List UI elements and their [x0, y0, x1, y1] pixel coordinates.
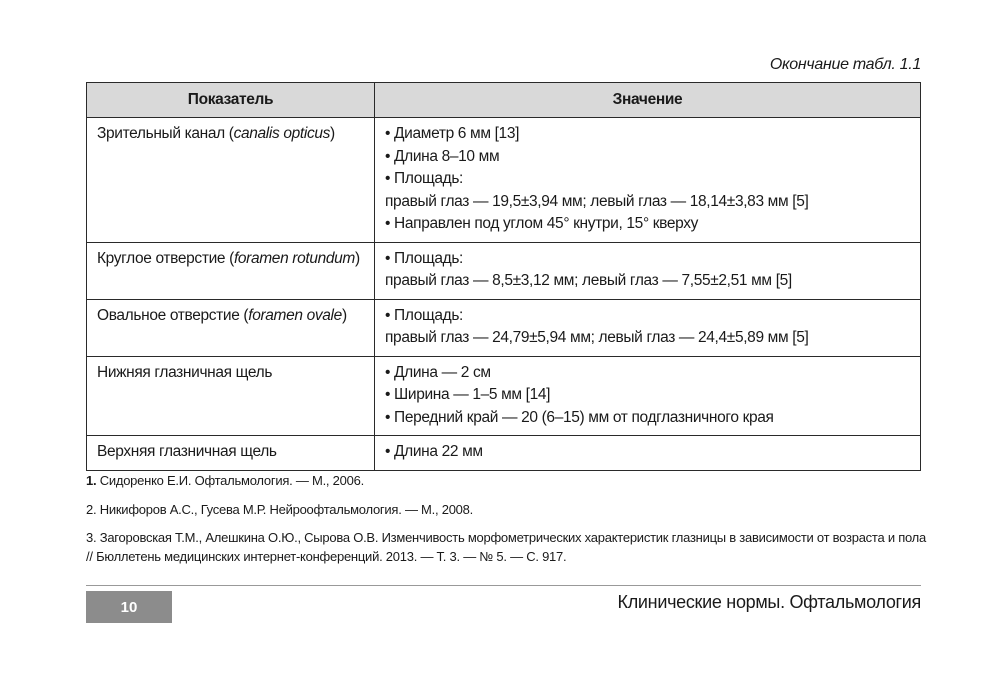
value-cell: [375, 356, 921, 436]
indicator-name-suffix: ): [341, 306, 347, 324]
indicator-name: Нижняя глазничная щель: [97, 363, 273, 381]
value-line: • Передний край — 20 (6–15) мм от подглазничного края: [385, 408, 774, 426]
table-row: [87, 356, 921, 436]
value-line: правый глаз — 24,79±5,94 мм; левый глаз — 24,4±5,89 мм [5]: [385, 329, 809, 346]
indicator-cell: [87, 118, 375, 243]
book-title: Клинические нормы. Офтальмология: [617, 592, 921, 612]
value-line: • Диаметр 6 мм [13]: [385, 125, 520, 142]
value-line: • Длина — 2 см: [385, 363, 491, 381]
indicator-cell: [87, 356, 375, 436]
column-header-indicator: Показатель: [87, 83, 375, 118]
value-line: • Площадь:: [385, 249, 464, 267]
value-cell: [375, 242, 921, 299]
indicator-latin-name: canalis opticus: [233, 125, 331, 142]
table-row: [87, 118, 921, 243]
indicator-cell: [87, 299, 375, 356]
footnote-number: 3.: [86, 530, 97, 545]
value-line: • Площадь:: [385, 306, 464, 324]
value-cell: [375, 436, 921, 471]
footnote: [86, 528, 926, 566]
data-table: [86, 82, 921, 471]
indicator-name: Зрительный канал (: [97, 125, 234, 142]
column-header-value: Значение: [375, 83, 921, 118]
value-line: правый глаз — 8,5±3,12 мм; левый глаз — 7,55±2,51 мм [5]: [385, 272, 792, 289]
footnote-text: Никифоров А.С., Гусева М.Р. Нейроофтальмология. — М., 2008.: [99, 502, 474, 517]
footnote-text: Загоровская Т.М., Алешкина О.Ю., Сырова О.В. Изменчивость морфометрических характеристик глазницы в зависимости от возраста и пола // Бюллетень медицинских интернет-конференций. 2013. — Т. 3. — № 5. — С. 917.: [86, 530, 926, 564]
value-cell: [375, 118, 921, 243]
footnote: [86, 471, 926, 490]
footnote-number: 2.: [86, 502, 97, 517]
footnote: [86, 500, 926, 519]
table-row: [87, 242, 921, 299]
indicator-name: Верхняя глазничная щель: [97, 443, 277, 460]
indicator-cell: [87, 436, 375, 471]
indicator-latin-name: foramen ovale: [248, 306, 342, 324]
table-row: [87, 436, 921, 471]
value-line: • Ширина — 1–5 мм [14]: [385, 386, 551, 403]
value-line: • Длина 22 мм: [385, 443, 483, 460]
indicator-name: Овальное отверстие (: [97, 306, 249, 324]
value-line: • Площадь:: [385, 170, 464, 187]
indicator-cell: [87, 242, 375, 299]
indicator-latin-name: foramen rotundum: [233, 249, 355, 267]
table-header-row: [87, 83, 921, 118]
table-caption: Окончание табл. 1.1: [769, 56, 921, 73]
footnote-number: 1.: [86, 473, 97, 488]
table-row: [87, 299, 921, 356]
footer-divider: [86, 585, 921, 586]
page-number: 10: [86, 591, 172, 623]
value-line: • Длина 8–10 мм: [385, 147, 500, 165]
value-line: • Направлен под углом 45° кнутри, 15° кверху: [385, 215, 699, 232]
indicator-name-suffix: ): [355, 249, 360, 267]
value-cell: [375, 299, 921, 356]
indicator-name-suffix: ): [330, 125, 335, 142]
footnote-text: Сидоренко Е.И. Офтальмология. — М., 2006.: [99, 473, 364, 488]
indicator-name: Круглое отверстие (: [97, 249, 234, 267]
value-line: правый глаз — 19,5±3,94 мм; левый глаз — 18,14±3,83 мм [5]: [385, 192, 809, 210]
